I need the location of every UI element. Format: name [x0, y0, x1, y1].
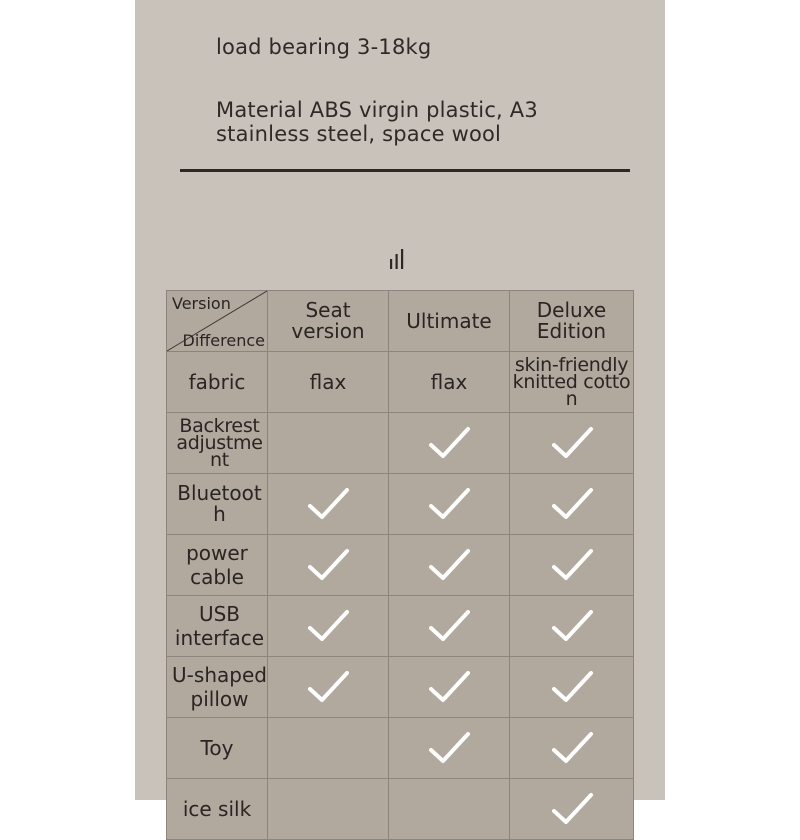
table-row [167, 474, 634, 535]
checkmark-icon [306, 608, 350, 644]
table-row [167, 718, 634, 779]
table-cell [268, 535, 389, 596]
row-label: ice silk [167, 779, 268, 840]
row-label: Toy [167, 718, 268, 779]
table-row [167, 657, 634, 718]
table-cell [268, 596, 389, 657]
corner-header-cell [167, 291, 268, 352]
table-cell [389, 474, 510, 535]
table-cell: flax [268, 352, 389, 413]
table-cell [389, 596, 510, 657]
table-cell [510, 718, 634, 779]
column-header-label: Ultimate [406, 308, 492, 333]
table-cell: flax [389, 352, 510, 413]
table-cell [510, 596, 634, 657]
checkmark-icon [306, 669, 350, 705]
row-label: power cable [167, 535, 268, 596]
corner-label-difference: Difference [182, 331, 265, 350]
table-row [167, 596, 634, 657]
checkmark-icon [306, 547, 350, 583]
table-row [167, 779, 634, 840]
column-header [510, 291, 634, 352]
checkmark-icon [427, 669, 471, 705]
table-cell [268, 657, 389, 718]
version-comparison-table [166, 290, 634, 840]
table-cell [389, 413, 510, 474]
load-bearing-text: load bearing 3-18kg [216, 35, 432, 59]
checkmark-icon [550, 669, 594, 705]
row-label: Backrest adjustment [167, 413, 268, 474]
checkmark-icon [550, 486, 594, 522]
checkmark-icon [550, 791, 594, 827]
checkmark-icon [550, 730, 594, 766]
checkmark-icon [306, 486, 350, 522]
column-header [268, 291, 389, 352]
table-cell [510, 474, 634, 535]
checkmark-icon [427, 547, 471, 583]
product-spec-panel [135, 0, 665, 821]
checkmark-icon [550, 608, 594, 644]
material-text: Material ABS virgin plastic, A3 stainless steel, space wool [216, 98, 538, 146]
checkmark-icon [550, 425, 594, 461]
checkmark-icon [550, 547, 594, 583]
corner-label-version: Version [172, 294, 231, 313]
table-cell [389, 718, 510, 779]
checkmark-icon [427, 486, 471, 522]
table-row [167, 535, 634, 596]
table-cell [268, 413, 389, 474]
table-cell [268, 474, 389, 535]
table-cell [510, 413, 634, 474]
table-cell [510, 535, 634, 596]
table-cell [510, 779, 634, 840]
row-label: Bluetooth [167, 474, 268, 535]
column-header-label: Seat version [291, 298, 365, 343]
table-cell [510, 657, 634, 718]
row-label: fabric [167, 352, 268, 413]
checkmark-icon [427, 730, 471, 766]
table-cell: skin-friendly knitted cotton [510, 352, 634, 413]
divider-line [180, 169, 630, 172]
row-label: USB interface [167, 596, 268, 657]
table-cell [268, 779, 389, 840]
table-cell [389, 657, 510, 718]
checkmark-icon [427, 425, 471, 461]
checkmark-icon [427, 608, 471, 644]
column-header [389, 291, 510, 352]
table-row [167, 352, 634, 413]
signal-bars-icon [389, 247, 405, 271]
table-header-row [167, 291, 634, 352]
table-cell [389, 535, 510, 596]
row-label: U-shaped pillow [167, 657, 268, 718]
column-header-label: Deluxe Edition [536, 298, 607, 343]
table-cell [268, 718, 389, 779]
table-row [167, 413, 634, 474]
table-cell [389, 779, 510, 840]
